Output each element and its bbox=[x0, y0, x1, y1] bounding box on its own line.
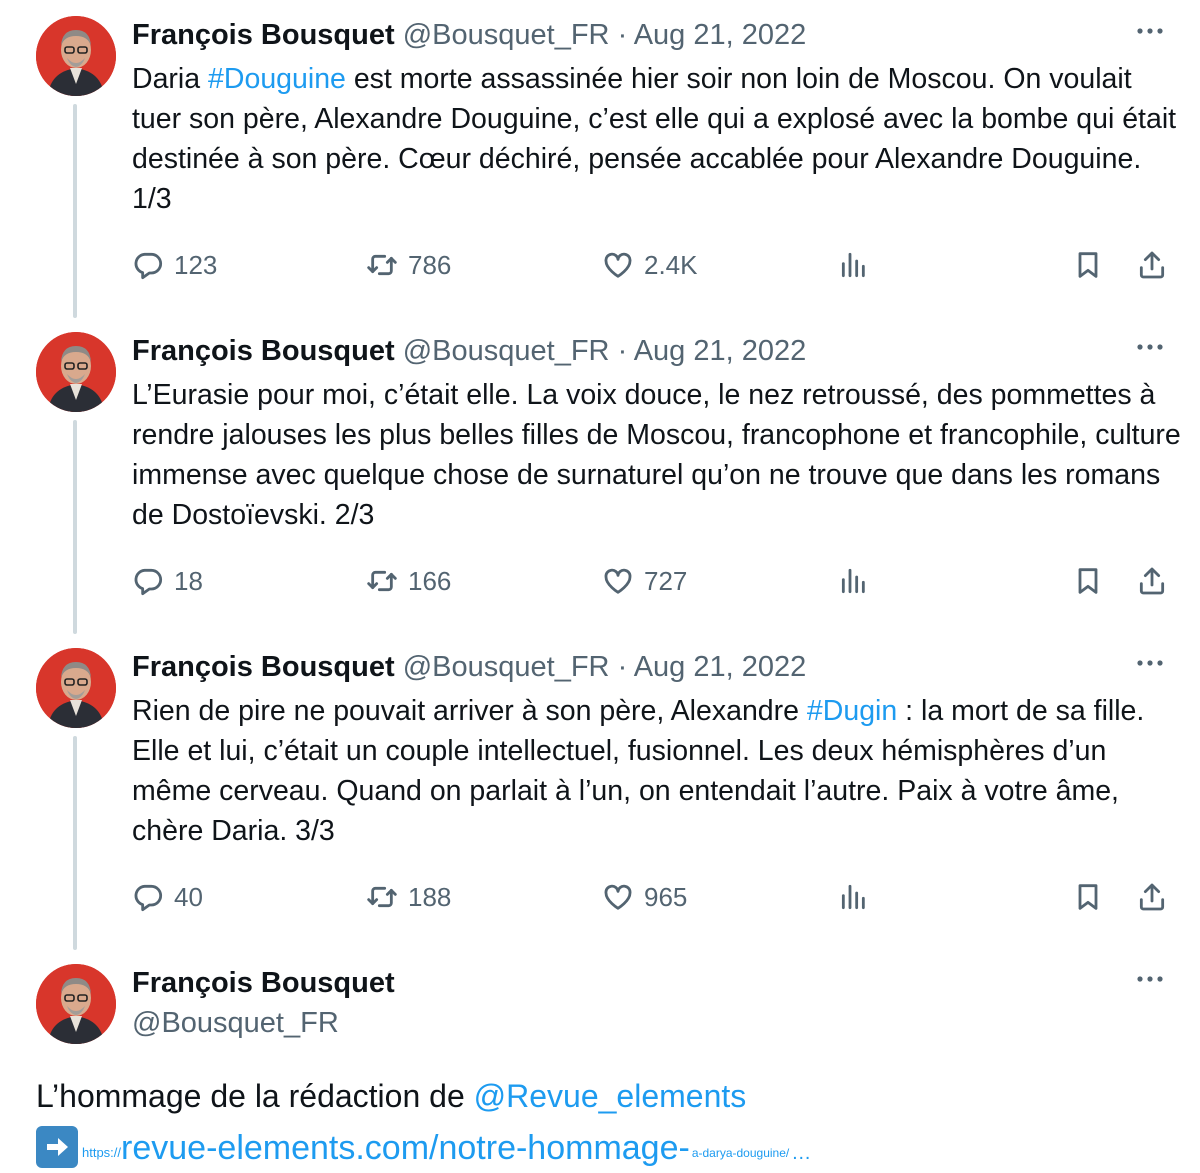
tweet-3[interactable] bbox=[0, 632, 1200, 948]
link-ellipsis[interactable]: … bbox=[791, 1142, 812, 1164]
retweet-icon bbox=[366, 249, 398, 281]
avatar[interactable] bbox=[36, 964, 116, 1044]
tweet-text-part: Daria bbox=[132, 63, 209, 95]
author-handle[interactable]: @Bousquet_FR bbox=[132, 1007, 339, 1039]
link-suffix[interactable]: a-darya-douguine/ bbox=[691, 1146, 790, 1160]
heart-icon bbox=[602, 881, 634, 913]
more-button[interactable] bbox=[1132, 332, 1168, 362]
tweet-actions bbox=[132, 880, 1172, 914]
like-count: 727 bbox=[644, 565, 688, 596]
reply-icon bbox=[132, 249, 164, 281]
bookmark-icon bbox=[1072, 565, 1104, 597]
tweet-text bbox=[132, 59, 1182, 219]
tweet-date[interactable]: Aug 21, 2022 bbox=[633, 651, 807, 683]
tweet-date[interactable]: Aug 21, 2022 bbox=[633, 335, 807, 367]
author-handle[interactable]: @Bousquet_FR bbox=[402, 335, 610, 367]
tweet-text-part: Rien de pire ne pouvait arriver à son père, Alexandre bbox=[132, 695, 807, 727]
retweet-icon bbox=[366, 881, 398, 913]
tweet-text-part: : la mort de sa fille. Elle et lui, c’était un couple intellectuel, fusionnel. Les deux hémisphères d’un même cerveau. Quand on parlait à l’un, on entendait l’autre. Paix à votre âme, chère Daria. 3/3 bbox=[132, 695, 1145, 847]
share-icon bbox=[1136, 881, 1168, 913]
reply-button[interactable] bbox=[132, 564, 203, 598]
tweet-header bbox=[132, 648, 806, 686]
retweet-count: 166 bbox=[408, 565, 452, 596]
retweet-button[interactable] bbox=[366, 880, 451, 914]
more-icon bbox=[1135, 332, 1165, 362]
heart-icon bbox=[602, 249, 634, 281]
reply-icon bbox=[132, 565, 164, 597]
author-name[interactable]: François Bousquet bbox=[132, 651, 395, 683]
like-count: 965 bbox=[644, 881, 688, 912]
share-button[interactable] bbox=[1136, 248, 1168, 282]
arrow-right-icon bbox=[36, 1126, 78, 1168]
tweet-text-part: est morte assassinée hier soir non loin de Moscou. On voulait tuer son père, Alexandre Douguine, c’est elle qui a explosé avec la bombe qui était destinée à son père. Cœur déchiré, pensée accablée pour Alexandre Douguine. 1/3 bbox=[132, 63, 1177, 215]
tweet-actions bbox=[132, 248, 1172, 282]
views-icon bbox=[838, 565, 870, 597]
separator-dot: · bbox=[617, 19, 628, 51]
bookmark-icon bbox=[1072, 249, 1104, 281]
like-count: 2.4K bbox=[644, 249, 698, 280]
more-icon bbox=[1135, 16, 1165, 46]
link-prefix[interactable]: https:// bbox=[82, 1145, 122, 1160]
more-icon bbox=[1135, 964, 1165, 994]
more-button[interactable] bbox=[1132, 648, 1168, 678]
reply-count: 123 bbox=[174, 249, 218, 280]
reply-count: 18 bbox=[174, 565, 203, 596]
tweet-text-part: L’hommage de la rédaction de bbox=[36, 1078, 474, 1114]
retweet-count: 786 bbox=[408, 249, 452, 280]
retweet-button[interactable] bbox=[366, 248, 451, 282]
reply-button[interactable] bbox=[132, 248, 217, 282]
tweet-actions bbox=[132, 564, 1172, 598]
share-icon bbox=[1136, 565, 1168, 597]
author-name[interactable]: François Bousquet bbox=[132, 19, 395, 51]
author-handle[interactable]: @Bousquet_FR bbox=[402, 651, 610, 683]
bookmark-button[interactable] bbox=[1072, 248, 1104, 282]
reply-icon bbox=[132, 881, 164, 913]
views-icon bbox=[838, 881, 870, 913]
retweet-count: 188 bbox=[408, 881, 452, 912]
views-icon bbox=[838, 249, 870, 281]
share-icon bbox=[1136, 249, 1168, 281]
like-button[interactable] bbox=[602, 564, 687, 598]
separator-dot: · bbox=[617, 335, 628, 367]
author-name[interactable]: François Bousquet bbox=[132, 335, 395, 367]
avatar[interactable] bbox=[36, 648, 116, 728]
avatar[interactable] bbox=[36, 16, 116, 96]
more-button[interactable] bbox=[1132, 16, 1168, 46]
author-handle[interactable]: @Bousquet_FR bbox=[402, 19, 610, 51]
author-name[interactable]: François Bousquet bbox=[132, 967, 395, 999]
tweet-header bbox=[132, 332, 806, 370]
views-button[interactable] bbox=[838, 880, 870, 914]
mention-link[interactable]: @Revue_elements bbox=[473, 1078, 747, 1114]
heart-icon bbox=[602, 565, 634, 597]
retweet-button[interactable] bbox=[366, 564, 451, 598]
tweet-text-part: L’Eurasie pour moi, c’était elle. La voix douce, le nez retroussé, des pommettes à rendre jalouses les plus belles filles de Moscou, francophone et francophile, culture immense avec quelque chose de surnaturel qu’on ne trouve que dans les romans de Dostoïevski. 2/3 bbox=[132, 379, 1181, 531]
tweet-date[interactable]: Aug 21, 2022 bbox=[633, 19, 807, 51]
reply-count: 40 bbox=[174, 881, 203, 912]
tweet-focused[interactable] bbox=[0, 948, 1200, 1173]
tweet-text bbox=[132, 375, 1182, 535]
article-link[interactable] bbox=[36, 1124, 811, 1168]
like-button[interactable] bbox=[602, 248, 698, 282]
like-button[interactable] bbox=[602, 880, 687, 914]
link-main[interactable]: revue-elements.com/notre-hommage- bbox=[121, 1129, 690, 1167]
bookmark-icon bbox=[1072, 881, 1104, 913]
tweet-header bbox=[132, 16, 806, 54]
tweet-1[interactable] bbox=[0, 0, 1200, 316]
tweet-text bbox=[36, 1076, 746, 1116]
reply-button[interactable] bbox=[132, 880, 203, 914]
views-button[interactable] bbox=[838, 564, 870, 598]
tweet-2[interactable] bbox=[0, 316, 1200, 632]
separator-dot: · bbox=[617, 651, 628, 683]
more-button[interactable] bbox=[1132, 964, 1168, 994]
share-button[interactable] bbox=[1136, 880, 1168, 914]
views-button[interactable] bbox=[838, 248, 870, 282]
bookmark-button[interactable] bbox=[1072, 564, 1104, 598]
avatar[interactable] bbox=[36, 332, 116, 412]
bookmark-button[interactable] bbox=[1072, 880, 1104, 914]
tweet-text bbox=[132, 691, 1182, 851]
share-button[interactable] bbox=[1136, 564, 1168, 598]
more-icon bbox=[1135, 648, 1165, 678]
hashtag-link[interactable]: #Dugin bbox=[806, 695, 898, 727]
hashtag-link[interactable]: #Douguine bbox=[208, 63, 346, 95]
retweet-icon bbox=[366, 565, 398, 597]
